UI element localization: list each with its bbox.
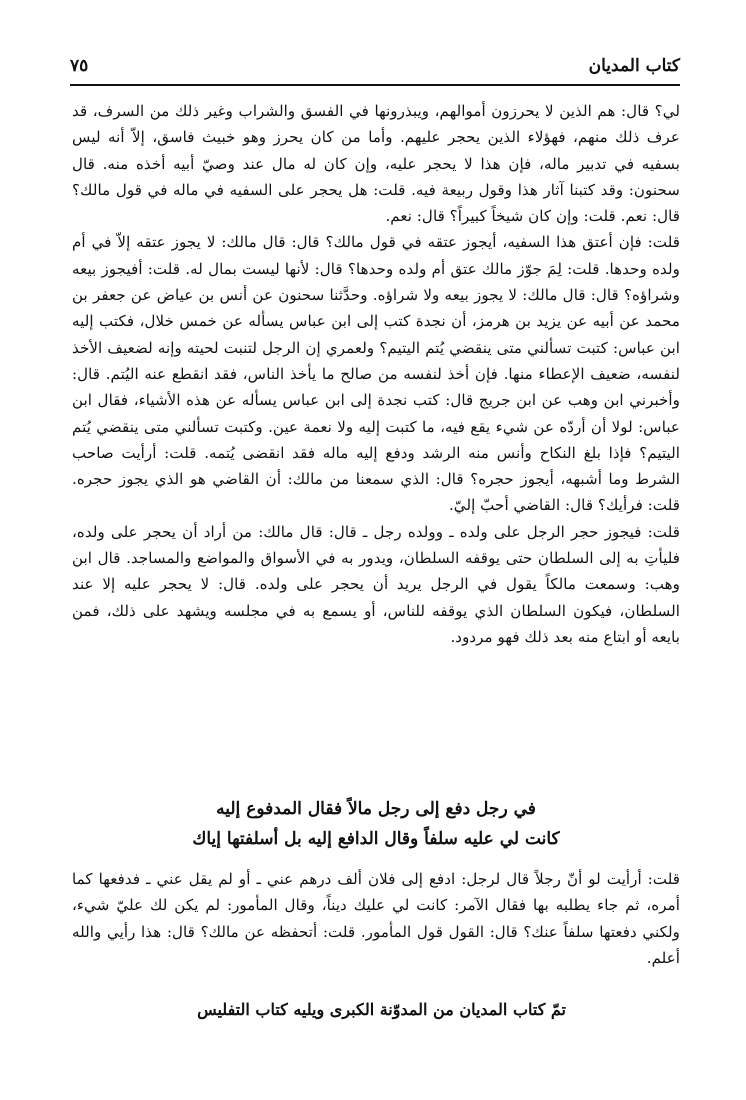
paragraph-3: قلت: فيجوز حجر الرجل على ولده ـ وولده رجل ـ قال: قال مالك: من أراد أن يحجر على ولده، فليأتِ به إلى السلطان حتى يوقفه السلطان، ويدور به في الأسواق والمواضع والمساجد. قال ابن وهب: وسمعت مالكاً يقول في الرجل يريد أن يحجر على ولده. قال: لا يحجر عليه إلا عند السلطان، فيكون السلطان الذي يوقفه للناس، أو يسمع به في مجلسه ويشهد على ذلك، فمن بايعه أو ابتاع منه بعد ذلك فهو مردود. (72, 522, 680, 646)
main-text (72, 98, 680, 650)
paragraph-2: قلت: فإن أعتق هذا السفيه، أيجوز عتقه في قول مالك؟ قال: قال مالك: لا يجوز عتقه إلاّ في أم ولده وحدها. قلت: لِمَ جوّز مالك عتق أم ولده وحدها؟ قال: لأنها ليست بمال له. قلت: أفيجوز بيعه وشراؤه؟ قال: قال مالك: لا يجوز بيعه ولا شراؤه. وحدَّثنا سحنون عن أنس بن عياض عن جعفر بن محمد عن أبيه عن يزيد بن هرمز، أن نجدة كتب إلى ابن عباس يسأله عن خمس خلال، فكتب إليه ابن عباس: كتبت تسألني متى ينقضي يُتم اليتيم؟ ولعمري إن الرجل لتنبت لحيته وإنه لضعيف الأخذ لنفسه، ضعيف الإعطاء منها. فإن أخذ لنفسه من صالح ما يأخذ الناس، فقد انقطع عنه اليُتم. قال: وأخبرني ابن وهب عن ابن جريج قال: كتب نجدة إلى ابن عباس يسأله عن هذه الأشياء، فقال ابن عباس: لولا أن أردّه عن شيء يقع فيه، ما كتبت إليه ولا نعمة عين. وكتبت تسألني متى ينقضي يُتم اليتيم؟ فإذا بلغ النكاح وأنس منه الرشد ودفع إليه ماله فقد انقضى يُتمه. قلت: أرأيت صاحب الشرط وما أشبهه، أيجوز حجره؟ قال: الذي سمعنا من مالك: أن القاضي هو الذي يجوز حجره. قلت: فرأيك؟ قال: القاضي أحبّ إليّ. (72, 233, 680, 515)
section-heading-line-1: في رجل دفع إلى رجل مالاً فقال المدفوع إليه (216, 799, 536, 819)
running-title: كتاب المديان (588, 56, 680, 76)
section-heading (72, 794, 680, 854)
page-number: ٧٥ (70, 56, 89, 76)
section-heading-line-2: كانت لي عليه سلفاً وقال الدافع إليه بل أسلفتها إياك (192, 829, 560, 849)
paragraph-1: لي؟ قال: هم الذين لا يحرزون أموالهم، ويبذرونها في الفسق والشراب وغير ذلك من السرف، قد عرف ذلك منهم، فهؤلاء الذين يحجر عليهم. وأما من كان يحرز وهو خبيث فاسق، إلاّ أنه ليس بسفيه في تدبير ماله، فإن هذا لا يحجر عليه، وإن كان له مال عند وصيّ أبيه أخذه منه. قال سحنون: وقد كتبنا آثار هذا وقول ربيعة فيه. قلت: هل يحجر على السفيه في ماله في قول مالك؟ قال: نعم. قلت: وإن كان شيخاً كبيراً؟ قال: نعم. (72, 102, 680, 226)
closing-line: تمّ كتاب المديان من المدوّنة الكبرى ويليه كتاب التفليس (197, 1000, 566, 1019)
page-header (70, 50, 680, 86)
section-text (72, 866, 680, 971)
section-paragraph: قلت: أرأيت لو أنّ رجلاً قال لرجل: ادفع إلى فلان ألف درهم عني ـ أو لم يقل عني ـ فدفعها كما أمره، ثم جاء يطلبه بها فقال الآمر: كانت لي عليك ديناً، وقال المأمور: لم يكن لك عليّ شيء، ولكني دفعتها سلفاً عنك؟ قال: القول قول المأمور. قلت: أتحفظه عن مالك؟ قال: هذا رأيي والله أعلم. (72, 870, 680, 967)
